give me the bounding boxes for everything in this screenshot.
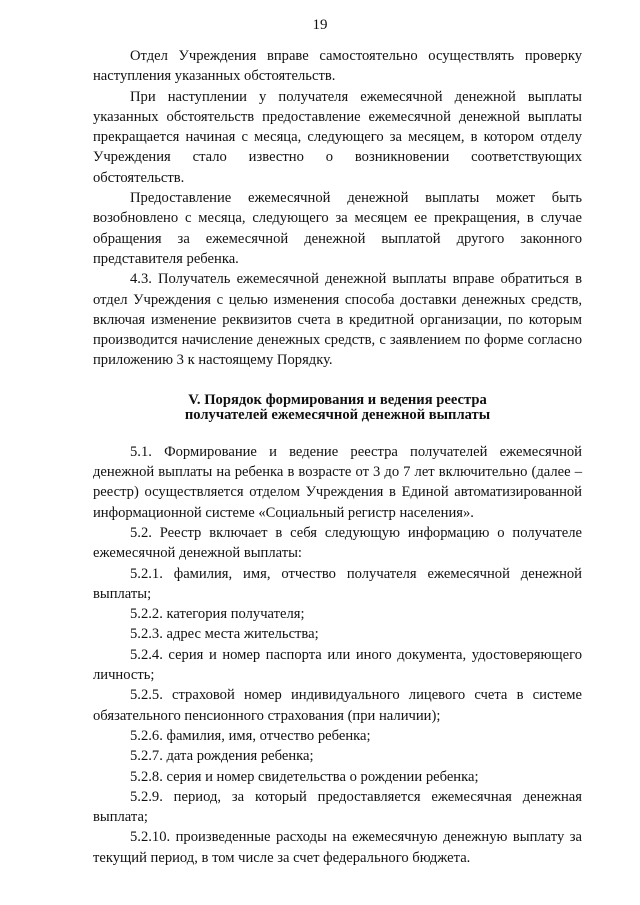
list-item-5-2-4: 5.2.4. серия и номер паспорта или иного документа, удостоверяющего личность; bbox=[93, 646, 582, 684]
paragraph-4-3: 4.3. Получатель ежемесячной денежной выплаты вправе обратиться в отдел Учреждения с целью изменения способа доставки денежных средств, включая изменение реквизитов счета в кредитной организации, по которым производится начисление денежных средств, с заявлением по форме согласно приложению 3 к настоящему Порядку. bbox=[93, 271, 582, 369]
page-content bbox=[93, 46, 582, 868]
list-item-5-2-6: 5.2.6. фамилия, имя, отчество ребенка; bbox=[130, 727, 371, 744]
paragraph-resumption: Предоставление ежемесячной денежной выплаты может быть возобновлено с месяца, следующего за месяцем ее прекращения, в случае обращения за ежемесячной денежной выплатой другого законного представителя ребенка. bbox=[93, 190, 582, 267]
paragraph-verification: Отдел Учреждения вправе самостоятельно осуществлять проверку наступления указанных обстоятельств. bbox=[93, 48, 582, 85]
list-item-5-2-10: 5.2.10. произведенные расходы на ежемесячную денежную выплату за текущий период, в том числе за счет федерального бюджета. bbox=[93, 829, 582, 866]
paragraph-termination: При наступлении у получателя ежемесячной денежной выплаты указанных обстоятельств предоставление ежемесячной денежной выплаты прекращается начиная с месяца, следующего за месяцем, в котором отделу Учреждения стало известно о возникновении соответствующих обстоятельств. bbox=[93, 88, 582, 186]
paragraph-5-2: 5.2. Реестр включает в себя следующую информацию о получателе ежемесячной денежной выплаты: bbox=[93, 524, 582, 562]
list-item-5-2-2: 5.2.2. категория получателя; bbox=[130, 606, 305, 623]
paragraph-5-1: 5.1. Формирование и ведение реестра получателей ежемесячной денежной выплаты на ребенка в возрасте от 3 до 7 лет включительно (далее – реестр) осуществляется отделом Учреждения в Единой автоматизированной информационной системе «Социальный регистр населения». bbox=[93, 443, 582, 521]
list-item-5-2-9: 5.2.9. период, за который предоставляется ежемесячная денежная выплата; bbox=[93, 788, 582, 826]
section-heading bbox=[93, 393, 582, 423]
list-item-5-2-5: 5.2.5. страховой номер индивидуального лицевого счета в системе обязательного пенсионного страхования (при наличии); bbox=[93, 687, 582, 724]
page-number: 19 bbox=[312, 17, 328, 33]
list-item-5-2-7: 5.2.7. дата рождения ребенка; bbox=[130, 748, 314, 765]
section-title-line1: V. Порядок формирования и ведения реестра bbox=[188, 391, 487, 408]
list-item-5-2-3: 5.2.3. адрес места жительства; bbox=[130, 626, 319, 643]
section-title-line2: получателей ежемесячной денежной выплаты bbox=[184, 406, 491, 423]
list-item-5-2-1: 5.2.1. фамилия, имя, отчество получателя ежемесячной денежной выплаты; bbox=[93, 565, 582, 602]
list-item-5-2-8: 5.2.8. серия и номер свидетельства о рождении ребенка; bbox=[130, 768, 479, 785]
